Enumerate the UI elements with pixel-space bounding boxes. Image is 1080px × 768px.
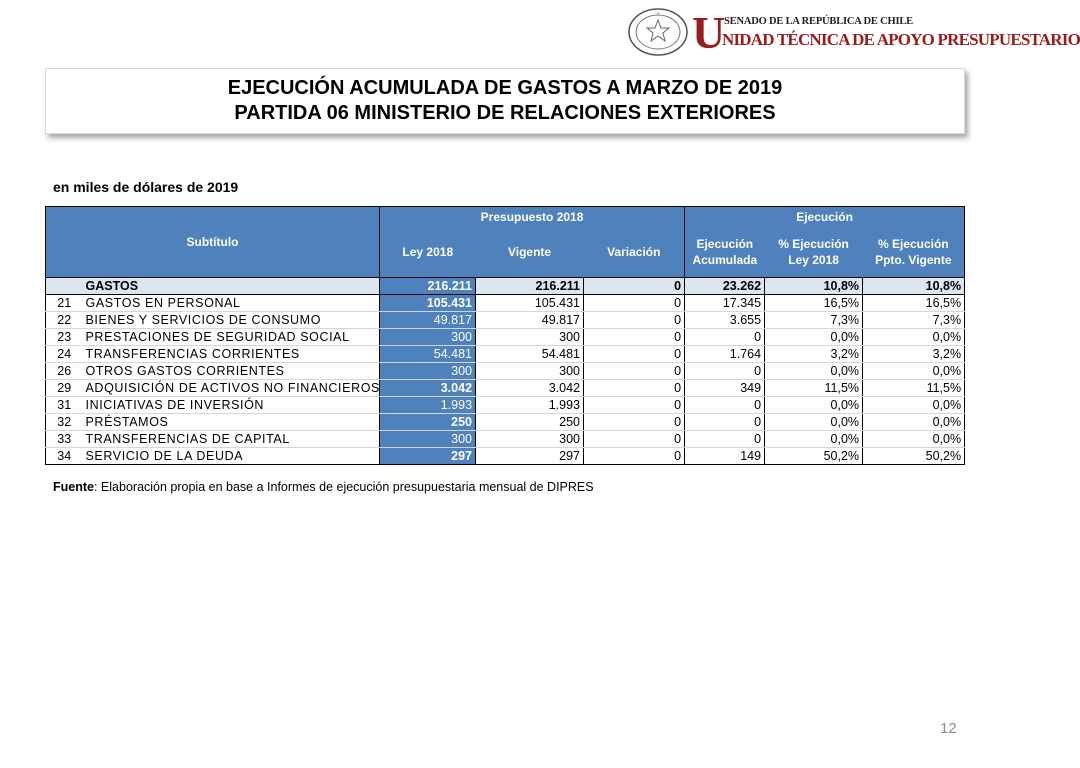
row-code: 33 bbox=[46, 431, 83, 448]
total-name: GASTOS bbox=[83, 278, 380, 295]
row-code: 22 bbox=[46, 312, 83, 329]
row-pct-ley: 0,0% bbox=[765, 363, 863, 380]
header-ejec-line2: Acumulada bbox=[692, 253, 758, 267]
header-pct-vig-line1: % Ejecución bbox=[877, 237, 949, 251]
row-name: OTROS GASTOS CORRIENTES bbox=[83, 363, 380, 380]
row-variacion: 0 bbox=[584, 414, 685, 431]
total-code bbox=[46, 278, 83, 295]
row-pct-ley: 50,2% bbox=[765, 448, 863, 465]
row-code: 32 bbox=[46, 414, 83, 431]
row-name: ADQUISICIÓN DE ACTIVOS NO FINANCIEROS bbox=[83, 380, 380, 397]
row-vigente: 49.817 bbox=[476, 312, 584, 329]
row-pct-vigente: 0,0% bbox=[863, 329, 965, 346]
table-row bbox=[46, 380, 965, 397]
row-pct-ley: 0,0% bbox=[765, 329, 863, 346]
table-row bbox=[46, 431, 965, 448]
table-row bbox=[46, 397, 965, 414]
header-pct-vigente bbox=[863, 227, 965, 278]
row-name: TRANSFERENCIAS DE CAPITAL bbox=[83, 431, 380, 448]
row-ejecucion: 17.345 bbox=[685, 295, 765, 312]
row-name: BIENES Y SERVICIOS DE CONSUMO bbox=[83, 312, 380, 329]
row-code: 29 bbox=[46, 380, 83, 397]
header-ejec-line1: Ejecución bbox=[696, 237, 754, 251]
source-label: Fuente bbox=[53, 480, 94, 494]
total-pct-ley: 10,8% bbox=[765, 278, 863, 295]
header-presupuesto-group: Presupuesto 2018 bbox=[380, 207, 685, 228]
row-vigente: 300 bbox=[476, 431, 584, 448]
row-vigente: 300 bbox=[476, 363, 584, 380]
row-variacion: 0 bbox=[584, 346, 685, 363]
row-pct-ley: 0,0% bbox=[765, 414, 863, 431]
header-variacion: Variación bbox=[584, 227, 685, 278]
row-code: 34 bbox=[46, 448, 83, 465]
total-pct-vigente: 10,8% bbox=[863, 278, 965, 295]
header-pct-ley bbox=[765, 227, 863, 278]
table-row bbox=[46, 295, 965, 312]
row-pct-vigente: 50,2% bbox=[863, 448, 965, 465]
row-pct-vigente: 0,0% bbox=[863, 414, 965, 431]
row-name: SERVICIO DE LA DEUDA bbox=[83, 448, 380, 465]
header-pct-ley-line2: Ley 2018 bbox=[788, 253, 839, 267]
header-ejecucion-acumulada bbox=[685, 227, 765, 278]
row-pct-vigente: 0,0% bbox=[863, 397, 965, 414]
row-code: 24 bbox=[46, 346, 83, 363]
total-vigente: 216.211 bbox=[476, 278, 584, 295]
row-ley: 54.481 bbox=[380, 346, 476, 363]
row-pct-ley: 3,2% bbox=[765, 346, 863, 363]
row-variacion: 0 bbox=[584, 295, 685, 312]
table-row bbox=[46, 312, 965, 329]
row-ejecucion: 1.764 bbox=[685, 346, 765, 363]
logo-initial: U bbox=[692, 7, 726, 58]
table-row bbox=[46, 448, 965, 465]
total-row bbox=[46, 278, 965, 295]
senado-logo bbox=[628, 7, 1080, 58]
row-code: 31 bbox=[46, 397, 83, 414]
title-line-2: PARTIDA 06 MINISTERIO DE RELACIONES EXTERIORES bbox=[234, 102, 776, 124]
row-pct-ley: 0,0% bbox=[765, 431, 863, 448]
row-ejecucion: 0 bbox=[685, 329, 765, 346]
row-ley: 300 bbox=[380, 431, 476, 448]
source-note bbox=[53, 480, 594, 494]
budget-table bbox=[45, 206, 965, 465]
row-pct-vigente: 11,5% bbox=[863, 380, 965, 397]
row-vigente: 300 bbox=[476, 329, 584, 346]
row-pct-vigente: 16,5% bbox=[863, 295, 965, 312]
header-row-groups bbox=[46, 207, 965, 228]
title-box bbox=[45, 68, 965, 134]
table-row bbox=[46, 414, 965, 431]
header-pct-ley-line1: % Ejecución bbox=[778, 237, 849, 251]
row-ley: 300 bbox=[380, 363, 476, 380]
row-ley: 300 bbox=[380, 329, 476, 346]
row-code: 21 bbox=[46, 295, 83, 312]
logo-senado-line: SENADO DE LA REPÚBLICA DE CHILE bbox=[724, 16, 913, 27]
row-vigente: 250 bbox=[476, 414, 584, 431]
total-ley: 216.211 bbox=[380, 278, 476, 295]
row-name: GASTOS EN PERSONAL bbox=[83, 295, 380, 312]
row-variacion: 0 bbox=[584, 431, 685, 448]
row-name: PRÉSTAMOS bbox=[83, 414, 380, 431]
logo-unit-line: NIDAD TÉCNICA DE APOYO PRESUPUESTARIO bbox=[722, 30, 1080, 49]
table-row bbox=[46, 329, 965, 346]
row-pct-ley: 11,5% bbox=[765, 380, 863, 397]
row-ejecucion: 3.655 bbox=[685, 312, 765, 329]
total-variacion: 0 bbox=[584, 278, 685, 295]
row-variacion: 0 bbox=[584, 312, 685, 329]
row-vigente: 54.481 bbox=[476, 346, 584, 363]
row-vigente: 1.993 bbox=[476, 397, 584, 414]
table-row bbox=[46, 346, 965, 363]
header-vigente: Vigente bbox=[476, 227, 584, 278]
row-name: INICIATIVAS DE INVERSIÓN bbox=[83, 397, 380, 414]
header-ejecucion-group: Ejecución bbox=[685, 207, 965, 228]
row-code: 23 bbox=[46, 329, 83, 346]
title-line-1: EJECUCIÓN ACUMULADA DE GASTOS A MARZO DE 2019 bbox=[227, 77, 783, 99]
row-variacion: 0 bbox=[584, 329, 685, 346]
row-ejecucion: 0 bbox=[685, 414, 765, 431]
row-pct-vigente: 0,0% bbox=[863, 431, 965, 448]
row-vigente: 297 bbox=[476, 448, 584, 465]
source-text: : Elaboración propia en base a Informes de ejecución presupuestaria mensual de DIPRES bbox=[93, 480, 594, 494]
row-pct-vigente: 3,2% bbox=[863, 346, 965, 363]
row-name: PRESTACIONES DE SEGURIDAD SOCIAL bbox=[83, 329, 380, 346]
row-variacion: 0 bbox=[584, 380, 685, 397]
row-pct-vigente: 0,0% bbox=[863, 363, 965, 380]
row-ejecucion: 0 bbox=[685, 363, 765, 380]
row-variacion: 0 bbox=[584, 363, 685, 380]
table-row bbox=[46, 363, 965, 380]
table-body bbox=[46, 278, 965, 465]
row-ejecucion: 349 bbox=[685, 380, 765, 397]
row-ley: 105.431 bbox=[380, 295, 476, 312]
row-ley: 297 bbox=[380, 448, 476, 465]
header-subtitulo: Subtítulo bbox=[46, 207, 380, 278]
row-ejecucion: 0 bbox=[685, 397, 765, 414]
senado-seal-icon bbox=[628, 8, 688, 56]
row-variacion: 0 bbox=[584, 448, 685, 465]
row-ley: 1.993 bbox=[380, 397, 476, 414]
row-pct-ley: 0,0% bbox=[765, 397, 863, 414]
row-pct-ley: 16,5% bbox=[765, 295, 863, 312]
units-label: en miles de dólares de 2019 bbox=[53, 179, 239, 195]
row-pct-ley: 7,3% bbox=[765, 312, 863, 329]
row-code: 26 bbox=[46, 363, 83, 380]
header-pct-vig-line2: Ppto. Vigente bbox=[875, 253, 952, 267]
row-ley: 49.817 bbox=[380, 312, 476, 329]
row-ejecucion: 0 bbox=[685, 431, 765, 448]
header-ley: Ley 2018 bbox=[380, 227, 476, 278]
total-ejecucion: 23.262 bbox=[685, 278, 765, 295]
row-ley: 250 bbox=[380, 414, 476, 431]
row-variacion: 0 bbox=[584, 397, 685, 414]
row-name: TRANSFERENCIAS CORRIENTES bbox=[83, 346, 380, 363]
row-ley: 3.042 bbox=[380, 380, 476, 397]
row-ejecucion: 149 bbox=[685, 448, 765, 465]
page-number: 12 bbox=[940, 720, 957, 737]
row-vigente: 105.431 bbox=[476, 295, 584, 312]
row-vigente: 3.042 bbox=[476, 380, 584, 397]
row-pct-vigente: 7,3% bbox=[863, 312, 965, 329]
